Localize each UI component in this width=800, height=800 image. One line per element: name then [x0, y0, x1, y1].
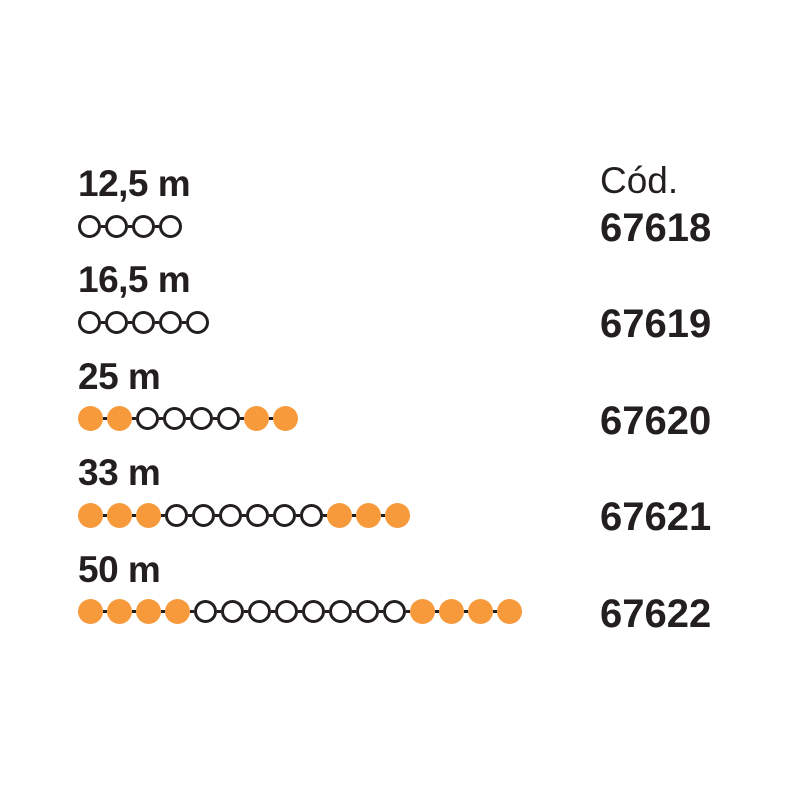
- orange-bead: [327, 503, 352, 528]
- bead-chain: [78, 502, 410, 528]
- orange-bead: [136, 503, 161, 528]
- orange-bead: [136, 599, 161, 624]
- white-bead: [163, 407, 186, 430]
- white-bead: [248, 600, 271, 623]
- product-code: 67620: [600, 398, 712, 443]
- length-label: 16,5 m: [78, 259, 191, 301]
- bead-chain: [78, 406, 298, 432]
- orange-bead: [78, 503, 103, 528]
- white-bead: [302, 600, 325, 623]
- product-code: 67618: [600, 206, 712, 250]
- white-bead: [273, 504, 296, 527]
- white-bead: [221, 600, 244, 623]
- length-label: 33 m: [78, 452, 161, 494]
- product-row: [78, 357, 298, 432]
- white-bead: [356, 600, 379, 623]
- white-bead: [219, 504, 242, 527]
- length-label: 50 m: [78, 548, 161, 590]
- white-bead: [136, 407, 159, 430]
- length-label: 25 m: [78, 355, 161, 397]
- white-bead: [105, 311, 128, 334]
- orange-bead: [107, 503, 132, 528]
- orange-bead: [468, 599, 493, 624]
- orange-bead: [78, 599, 103, 624]
- white-bead: [159, 215, 182, 238]
- white-bead: [217, 407, 240, 430]
- orange-bead: [107, 406, 132, 431]
- bead-chain: [78, 599, 522, 625]
- white-bead: [246, 504, 269, 527]
- white-bead: [300, 504, 323, 527]
- product-row: [78, 550, 522, 625]
- product-code: 67622: [600, 591, 712, 636]
- orange-bead: [356, 503, 381, 528]
- white-bead: [194, 600, 217, 623]
- orange-bead: [497, 599, 522, 624]
- orange-bead: [385, 503, 410, 528]
- bead-chain: [78, 309, 209, 335]
- white-bead: [132, 311, 155, 334]
- white-bead: [105, 215, 128, 238]
- white-bead: [192, 504, 215, 527]
- white-bead: [329, 600, 352, 623]
- white-bead: [275, 600, 298, 623]
- product-code: 67619: [600, 302, 712, 347]
- orange-bead: [165, 599, 190, 624]
- product-row: [78, 260, 209, 335]
- orange-bead: [410, 599, 435, 624]
- product-row: [78, 453, 410, 528]
- bead-chain: [78, 213, 190, 239]
- white-bead: [78, 215, 101, 238]
- orange-bead: [244, 406, 269, 431]
- orange-bead: [78, 406, 103, 431]
- length-label: 12,5 m: [78, 163, 191, 204]
- orange-bead: [439, 599, 464, 624]
- white-bead: [165, 504, 188, 527]
- white-bead: [383, 600, 406, 623]
- product-code: 67621: [600, 495, 712, 540]
- white-bead: [78, 311, 101, 334]
- white-bead: [190, 407, 213, 430]
- white-bead: [159, 311, 182, 334]
- white-bead: [186, 311, 209, 334]
- white-bead: [132, 215, 155, 238]
- orange-bead: [107, 599, 132, 624]
- code-column-header: Cód.: [600, 160, 679, 201]
- orange-bead: [273, 406, 298, 431]
- product-row: [78, 164, 190, 239]
